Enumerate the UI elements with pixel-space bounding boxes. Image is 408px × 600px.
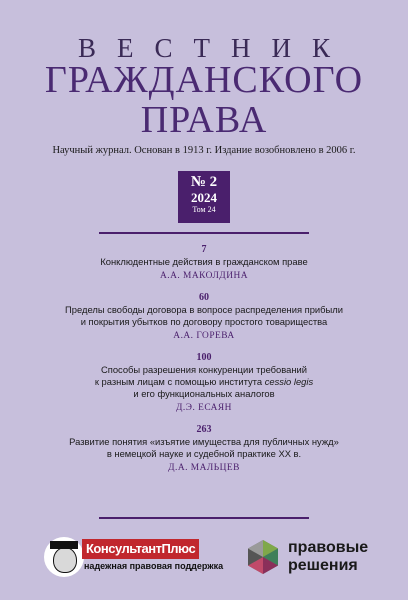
pravovye-line2: решения xyxy=(288,557,358,574)
article-title-line xyxy=(40,376,368,388)
table-of-contents xyxy=(40,244,368,484)
article-title xyxy=(40,304,368,328)
divider-bottom xyxy=(99,517,309,519)
journal-title-line2: ПРАВА xyxy=(140,99,268,141)
article-page: 263 xyxy=(196,424,212,435)
issue-volume: Том 24 xyxy=(192,205,216,214)
journal-title-line1: ГРАЖДАНСКОГО xyxy=(44,59,364,101)
article-item xyxy=(40,352,368,415)
article-title xyxy=(40,256,368,268)
journal-title-top: ВЕСТНИК xyxy=(77,33,351,63)
article-item xyxy=(40,244,368,283)
pravovye-resheniya-logo xyxy=(244,537,374,577)
article-title-line: Развитие понятия «изъятие имущества для публичных нужд» xyxy=(69,436,339,447)
article-title-line: Способы разрешения конкуренции требований xyxy=(100,364,308,375)
mascot-face xyxy=(53,547,77,573)
article-title-italic: cessio legis xyxy=(264,376,314,387)
article-title-line: в немецкой науке и судебной практике XX в. xyxy=(106,448,302,459)
article-author: А.А. МАКОЛДИНА xyxy=(159,271,249,281)
article-title-text: к разным лицам с помощью института xyxy=(94,376,265,387)
article-item xyxy=(40,424,368,475)
article-title-line: Пределы свободы договора в вопросе распределения прибыли xyxy=(65,304,343,315)
article-page: 60 xyxy=(199,292,209,303)
issue-year: 2024 xyxy=(191,190,217,205)
pravovye-line1: правовые xyxy=(288,539,369,556)
article-title-line: и его функциональных аналогов xyxy=(133,388,275,399)
article-page: 100 xyxy=(196,352,212,363)
article-item xyxy=(40,292,368,343)
mascot-icon xyxy=(44,537,84,577)
hexagon-icon xyxy=(244,538,282,576)
article-title-line: Конклюдентные действия в гражданском праве xyxy=(100,256,308,267)
issue-badge xyxy=(178,171,230,223)
consultant-plus-logo xyxy=(44,537,224,577)
article-title xyxy=(40,364,368,400)
article-title xyxy=(40,436,368,460)
article-author: А.А. ГОРЕВА xyxy=(173,331,235,341)
divider-top xyxy=(99,232,309,234)
article-author: Д.А. МАЛЬЦЕВ xyxy=(168,463,240,473)
issue-number: № 2 xyxy=(190,174,218,190)
article-title-line: и покрытия убытков по договору простого товарищества xyxy=(80,316,328,327)
journal-title-main xyxy=(0,60,408,140)
graduation-cap-icon xyxy=(50,541,78,549)
journal-subtitle: Научный журнал. Основан в 1913 г. Издание возобновлено в 2006 г. xyxy=(52,145,356,156)
consultant-slogan: надежная правовая поддержка xyxy=(84,561,224,571)
consultant-brand: КонсультантПлюс xyxy=(82,539,199,559)
article-author: Д.Э. ЕСАЯН xyxy=(176,403,232,413)
article-page: 7 xyxy=(201,244,207,255)
